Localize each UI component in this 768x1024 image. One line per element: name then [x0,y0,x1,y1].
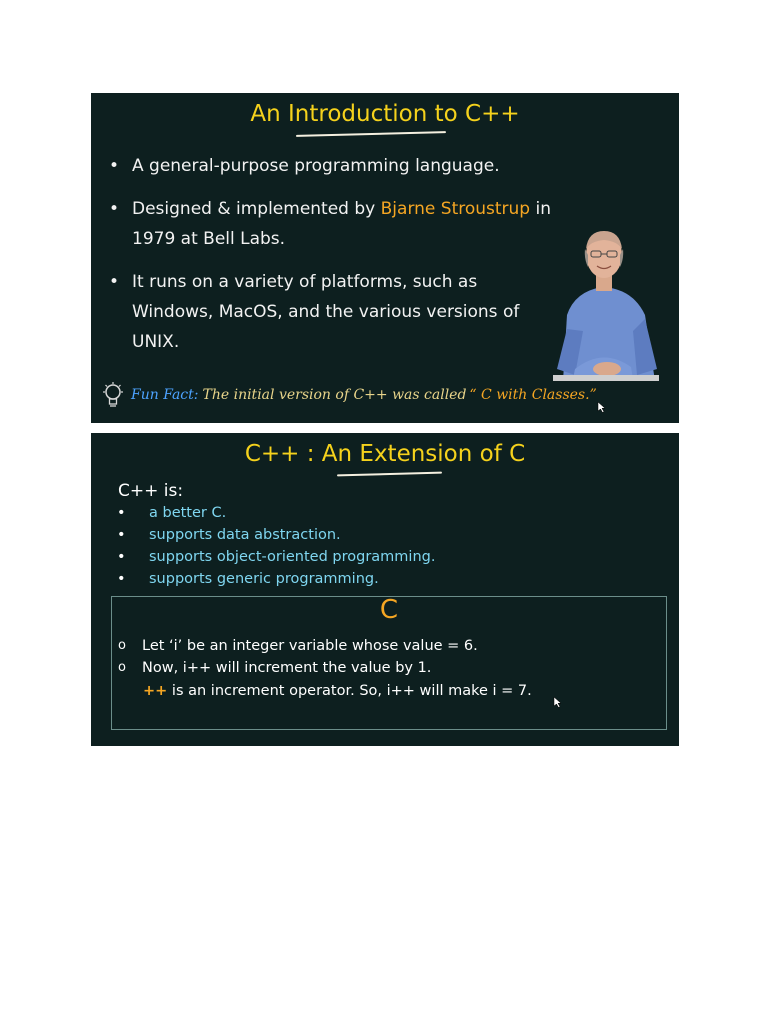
box-title: C [379,595,399,625]
bullet-item: • Designed & implemented by Bjarne Stroustrup in 1979 at Bell Labs. [107,194,557,254]
slide-title: C++ : An Extension of C [244,441,526,467]
portrait-photo [553,219,659,381]
slide-extension [91,433,679,746]
box-list [118,635,478,679]
fun-fact-label: Fun Fact: [131,387,199,403]
bullet-item: • It runs on a variety of platforms, such as Windows, MacOS, and the various versions of UNIX. [107,267,557,357]
fun-fact-quote: “ C with Classes.” [469,387,597,403]
box-list-item: o Now, i++ will increment the value by 1. [118,657,478,679]
box-list-item: o Let ‘i’ be an integer variable whose value = 6. [118,635,478,657]
title-underline [296,131,446,137]
fun-fact [101,381,661,409]
list-item: • supports generic programming. [113,568,435,590]
slide-introduction [91,93,679,423]
list-item: • supports data abstraction. [113,524,435,546]
intro-text: C++ is: [118,481,184,501]
fun-fact-text: The initial version of C++ was called [202,387,467,403]
c-example-box [111,596,667,730]
slide-title: An Introduction to C++ [250,101,520,127]
person-name: Bjarne Stroustrup [380,199,531,219]
feature-list [113,502,435,590]
list-item: • a better C. [113,502,435,524]
box-note: ++ is an increment operator. So, i++ will make i = 7. [143,683,532,699]
cursor-icon [553,696,562,708]
operator-label: ++ [143,683,168,699]
bullet-list [107,151,557,370]
list-item: • supports object-oriented programming. [113,546,435,568]
lightbulb-icon [101,381,125,409]
title-underline [337,472,442,477]
cursor-icon [597,401,606,413]
bullet-item: • A general-purpose programming language. [107,151,557,181]
